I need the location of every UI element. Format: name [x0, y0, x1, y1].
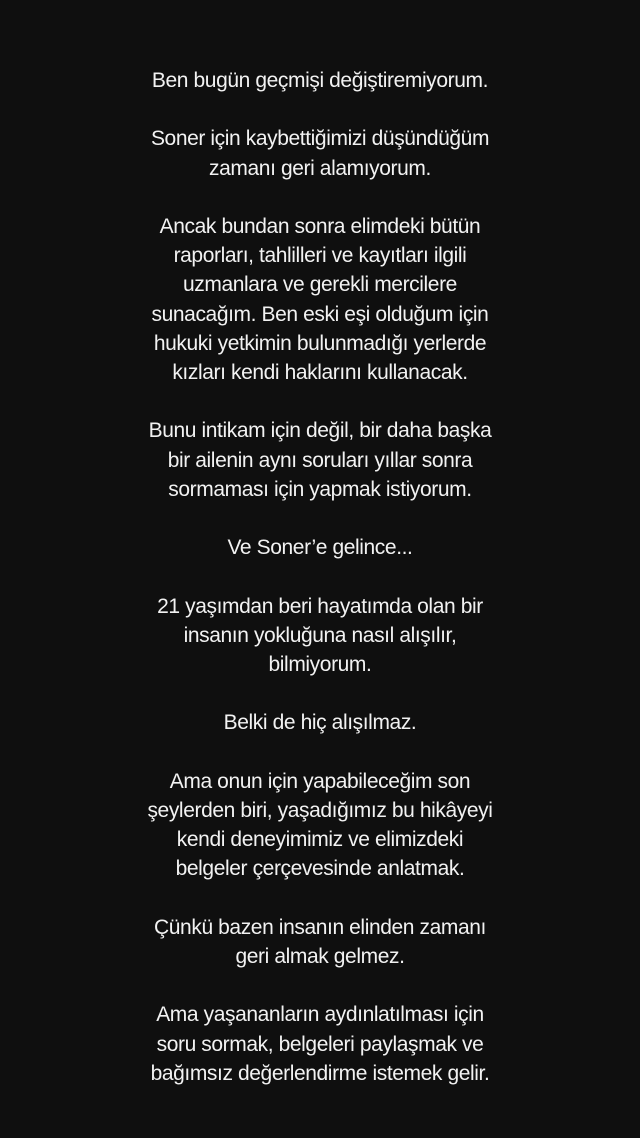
paragraph-10: Ama yaşananların aydınlatılması için soru sormak, belgeleri paylaşmak ve bağımsız değerlendirme istemek gelir.: [150, 1003, 490, 1085]
paragraph-3: Ancak bundan sonra elimdeki bütün raporları, tahlilleri ve kayıtları ilgili uzmanlara ve gerekli mercilere sunacağım. Ben eski eşi olduğum için hukuki yetkimin bulunmadığı yerlerde kızları kendi haklarını kullanacak.: [151, 214, 489, 384]
paragraph-5: Ve Soner’e gelince...: [227, 536, 413, 560]
paragraph-2: Soner için kaybettiğimizi düşündüğüm zamanı geri alamıyorum.: [150, 127, 490, 180]
story-text: [0, 66, 640, 1117]
paragraph-1: Ben bugün geçmişi değiştiremiyorum.: [151, 69, 489, 92]
paragraph-4: Bunu intikam için değil, bir daha başka bir ailenin aynı soruları yıllar sonra sormaması için yapmak istiyorum.: [148, 419, 492, 501]
paragraph-9: Çünkü bazen insanın elinden zamanı geri almak gelmez.: [154, 915, 486, 968]
paragraph-8: Ama onun için yapabileceğim son şeylerden biri, yaşadığımız bu hikâyeyi kendi deneyimimiz ve elimizdeki belgeler çerçevesinde anlatmak.: [147, 769, 493, 881]
paragraph-7: Belki de hiç alışılmaz.: [223, 711, 417, 735]
paragraph-6: 21 yaşımdan beri hayatımda olan bir insanın yokluğuna nasıl alışılır, bilmiyorum.: [157, 594, 483, 676]
